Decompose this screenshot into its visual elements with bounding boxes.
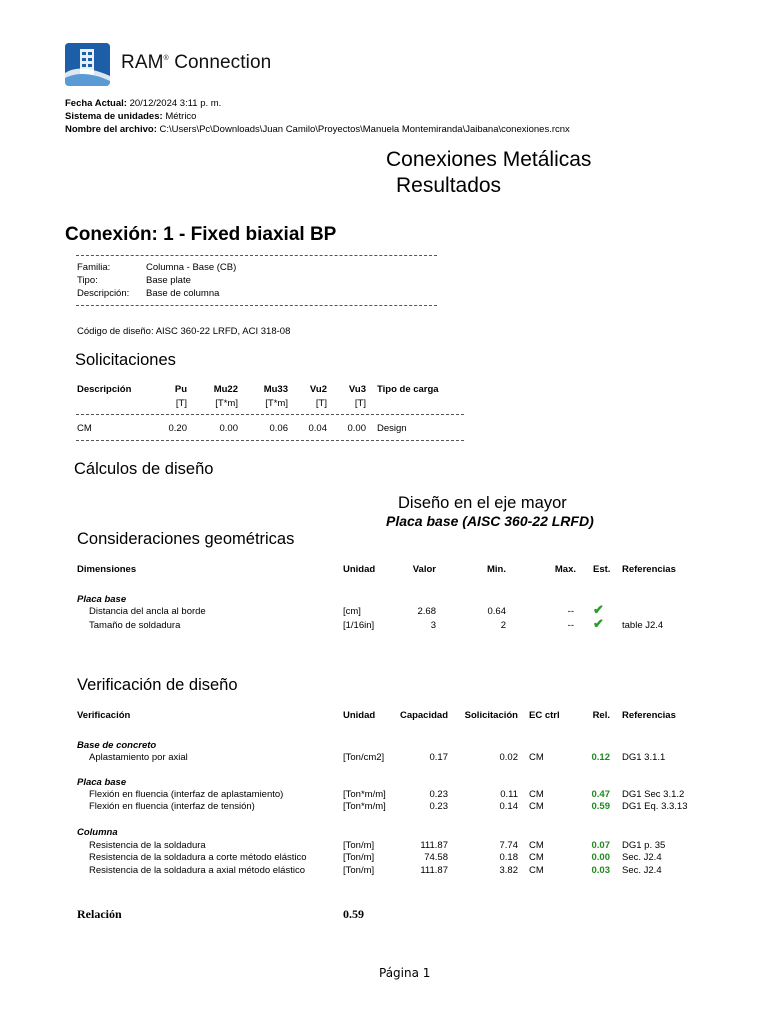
geom-header-ref: Referencias — [622, 564, 676, 575]
verif-row-ec: CM — [529, 789, 544, 800]
loads-row-type: Design — [377, 423, 407, 434]
geom-header-max: Max. — [554, 564, 576, 575]
verif-row-cap: 0.23 — [429, 801, 448, 812]
verif-row-unit: [Ton/m] — [343, 840, 375, 851]
ratio-value: 0.59 — [343, 907, 364, 921]
meta-file-label: Nombre del archivo: — [65, 124, 157, 135]
loads-row-mu33: 0.06 — [269, 423, 288, 434]
meta-units-value: Métrico — [165, 111, 197, 122]
geom-group-base-plate: Placa base — [77, 594, 127, 605]
verif-row-rel: 0.03 — [591, 865, 610, 876]
meta-date-value: 20/12/2024 3:11 p. m. — [129, 98, 222, 109]
meta-units-label: Sistema de unidades: — [65, 111, 163, 122]
geom-row-unit: [1/16in] — [343, 620, 375, 631]
design-code: Código de diseño: AISC 360-22 LRFD, ACI 318-08 — [77, 326, 291, 337]
verif-row-sol: 0.14 — [499, 801, 518, 812]
verif-heading: Verificación de diseño — [77, 676, 238, 694]
connection-title: Conexión: 1 - Fixed biaxial BP — [65, 224, 337, 245]
verif-row-ec: CM — [529, 852, 544, 863]
verif-row-ref: Sec. J2.4 — [622, 865, 662, 876]
geom-header-value: Valor — [412, 564, 436, 575]
verif-row-name: Resistencia de la soldadura a axial método elástico — [89, 865, 305, 876]
verif-row-ref: Sec. J2.4 — [622, 852, 662, 863]
check-mark-icon: ✔ — [593, 602, 604, 617]
divider — [76, 255, 437, 256]
page-title: Conexiones Metálicas — [386, 148, 592, 171]
verif-row-sol: 0.18 — [499, 852, 518, 863]
verif-row-ec: CM — [529, 865, 544, 876]
verif-header-ref: Referencias — [622, 710, 676, 721]
loads-header-mu22: Mu22 — [213, 384, 238, 395]
calc-axis: Diseño en el eje mayor — [398, 494, 567, 512]
loads-heading: Solicitaciones — [75, 351, 176, 369]
verif-header-cap: Capacidad — [399, 710, 448, 721]
loads-row-mu22: 0.00 — [219, 423, 238, 434]
conn-label-family: Familia: — [77, 262, 111, 273]
meta-date — [65, 98, 221, 109]
loads-header-desc: Descripción — [77, 384, 132, 395]
verif-row-cap: 74.58 — [424, 852, 448, 863]
geom-row-value: 3 — [430, 620, 436, 631]
verif-row-unit: [Ton/m] — [343, 852, 375, 863]
calc-heading: Cálculos de diseño — [74, 460, 214, 478]
verif-row-cap: 111.87 — [420, 840, 448, 851]
verif-row-cap: 0.23 — [429, 789, 448, 800]
loads-header-vu2: Vu2 — [309, 384, 327, 395]
loads-header-pu: Pu — [174, 384, 187, 395]
ratio-label: Relación — [77, 907, 122, 921]
geom-heading: Consideraciones geométricas — [77, 530, 295, 548]
verif-row-ref: DG1 p. 35 — [622, 840, 666, 851]
verif-row-name: Flexión en fluencia (interfaz de aplastamiento) — [89, 789, 284, 800]
conn-value-family: Columna - Base (CB) — [146, 262, 237, 273]
verif-row-cap: 0.17 — [429, 752, 448, 763]
verif-header-name: Verificación — [77, 710, 131, 721]
divider — [76, 414, 464, 415]
verif-row-sol: 3.82 — [499, 865, 518, 876]
verif-row-cap: 111.87 — [420, 865, 448, 876]
loads-row-pu: 0.20 — [168, 423, 187, 434]
geom-row-name: Tamaño de soldadura — [89, 620, 181, 631]
geom-row-value: 2.68 — [417, 606, 436, 617]
meta-file — [65, 124, 570, 135]
verif-row-sol: 7.74 — [499, 840, 518, 851]
verif-row-ec: CM — [529, 752, 544, 763]
page-number: Página 1 — [379, 966, 431, 980]
loads-unit-mu22: [T*m] — [215, 398, 238, 409]
verif-header-unit: Unidad — [343, 710, 376, 721]
verif-row-sol: 0.02 — [499, 752, 518, 763]
geom-row-ref: table J2.4 — [622, 620, 664, 631]
meta-units — [65, 111, 196, 122]
verif-row-ref: DG1 Eq. 3.3.13 — [622, 801, 688, 812]
verif-header-rel: Rel. — [592, 710, 610, 721]
loads-header-vu3: Vu3 — [348, 384, 366, 395]
geom-header-unit: Unidad — [343, 564, 376, 575]
page-subtitle: Resultados — [396, 174, 502, 197]
check-mark-icon: ✔ — [593, 616, 604, 631]
loads-unit-mu33: [T*m] — [265, 398, 288, 409]
verif-header-sol: Solicitación — [464, 710, 518, 721]
geom-row-min: 2 — [500, 620, 506, 631]
verif-row-name: Resistencia de la soldadura a corte método elástico — [89, 852, 307, 863]
verif-row-name: Flexión en fluencia (interfaz de tensión) — [89, 801, 255, 812]
divider — [76, 440, 464, 441]
brand-registered: ® — [163, 55, 169, 62]
verif-row-unit: [Ton*m/m] — [343, 789, 386, 800]
geom-row-unit: [cm] — [343, 606, 361, 617]
verif-group-base-plate: Placa base — [77, 777, 127, 788]
verif-row-unit: [Ton*m/m] — [343, 801, 386, 812]
verif-row-rel: 0.59 — [591, 801, 610, 812]
brand-connection: Connection — [174, 52, 272, 73]
geom-row-max: -- — [567, 606, 574, 617]
verif-row-ec: CM — [529, 801, 544, 812]
geom-header-est: Est. — [593, 564, 611, 575]
verif-group-column: Columna — [77, 827, 118, 838]
geom-row-max: -- — [567, 620, 574, 631]
calc-plate: Placa base (AISC 360-22 LRFD) — [386, 513, 594, 529]
loads-header-mu33: Mu33 — [263, 384, 288, 395]
brand-ram: RAM — [121, 52, 164, 73]
loads-unit-vu3: [T] — [354, 398, 366, 409]
loads-row-vu3: 0.00 — [347, 423, 366, 434]
loads-unit-vu2: [T] — [315, 398, 327, 409]
geom-header-dim: Dimensiones — [77, 564, 137, 575]
verif-row-name: Resistencia de la soldadura — [89, 840, 206, 851]
verif-row-unit: [Ton/m] — [343, 865, 375, 876]
verif-row-rel: 0.00 — [591, 852, 610, 863]
verif-row-sol: 0.11 — [500, 789, 518, 800]
loads-unit-pu: [T] — [175, 398, 187, 409]
meta-file-value: C:\Users\Pc\Downloads\Juan Camilo\Proyectos\Manuela Montemiranda\Jaibana\conexiones.rcnx — [159, 124, 570, 135]
meta-date-label: Fecha Actual: — [65, 98, 127, 109]
loads-row-desc: CM — [77, 423, 92, 434]
ram-building-logo-icon — [65, 43, 110, 86]
conn-value-desc: Base de columna — [146, 288, 220, 299]
verif-header-ec: EC ctrl — [529, 710, 560, 721]
brand-name — [121, 52, 271, 74]
geom-row-min: 0.64 — [487, 606, 506, 617]
verif-row-rel: 0.12 — [591, 752, 610, 763]
geom-row-name: Distancia del ancla al borde — [89, 606, 206, 617]
conn-label-desc: Descripción: — [77, 288, 130, 299]
geom-header-min: Min. — [487, 564, 506, 575]
loads-row-vu2: 0.04 — [308, 423, 327, 434]
verif-row-rel: 0.47 — [591, 789, 610, 800]
verif-row-ec: CM — [529, 840, 544, 851]
verif-group-concrete: Base de concreto — [77, 740, 157, 751]
loads-header-type: Tipo de carga — [377, 384, 439, 395]
verif-row-name: Aplastamiento por axial — [89, 752, 188, 763]
verif-row-ref: DG1 3.1.1 — [622, 752, 666, 763]
divider — [76, 305, 437, 306]
conn-value-type: Base plate — [146, 275, 191, 286]
conn-label-type: Tipo: — [77, 275, 98, 286]
verif-row-ref: DG1 Sec 3.1.2 — [622, 789, 685, 800]
verif-row-rel: 0.07 — [591, 840, 610, 851]
verif-row-unit: [Ton/cm2] — [343, 752, 385, 763]
